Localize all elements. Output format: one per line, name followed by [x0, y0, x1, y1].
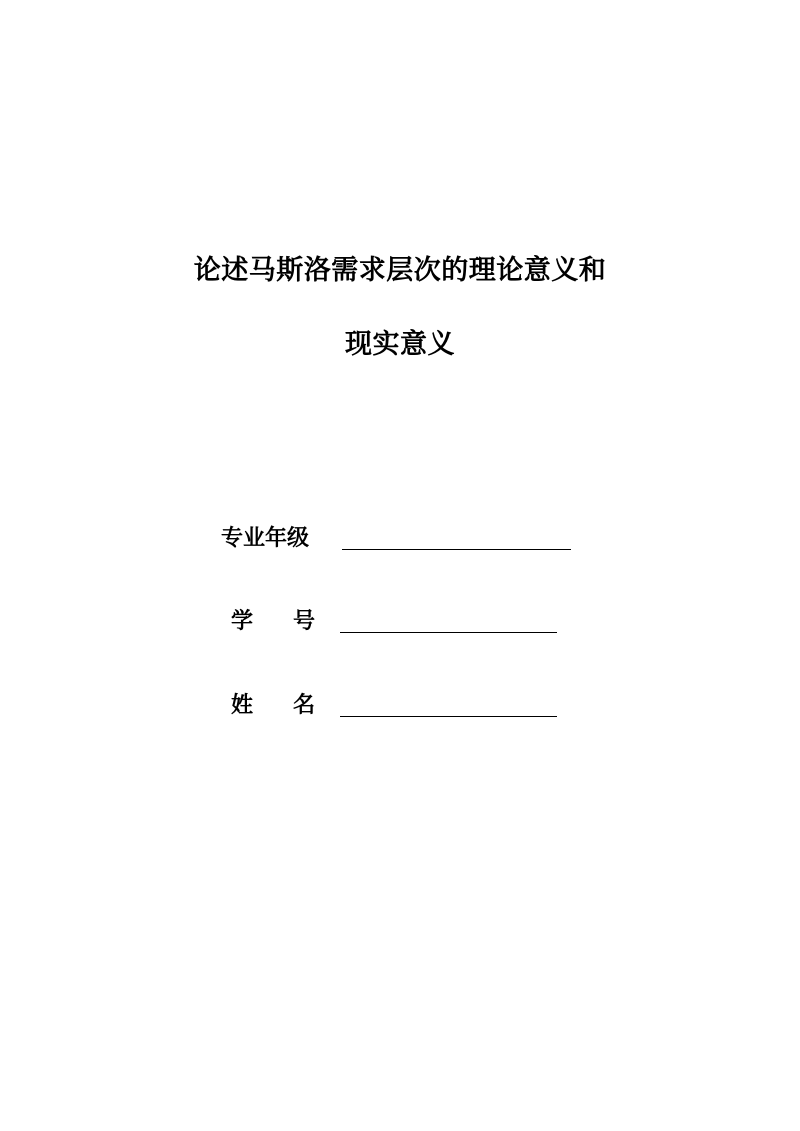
major-grade-blank — [342, 549, 571, 550]
major-grade-row — [0, 522, 800, 556]
student-id-label-char-2: 号 — [293, 609, 316, 634]
student-id-label-char-1: 学 — [231, 609, 254, 634]
student-id-label — [231, 605, 315, 639]
major-grade-label: 专业年级 — [221, 526, 310, 551]
student-id-row — [0, 605, 800, 639]
name-label-char-1: 姓 — [231, 693, 254, 718]
name-label — [231, 689, 315, 723]
name-row — [0, 689, 800, 723]
name-blank — [340, 716, 557, 717]
name-label-char-2: 名 — [293, 693, 316, 718]
student-id-blank — [340, 632, 557, 633]
document-title-line-2: 现实意义 — [345, 329, 455, 360]
document-title-line-1: 论述马斯洛需求层次的理论意义和 — [193, 255, 607, 286]
